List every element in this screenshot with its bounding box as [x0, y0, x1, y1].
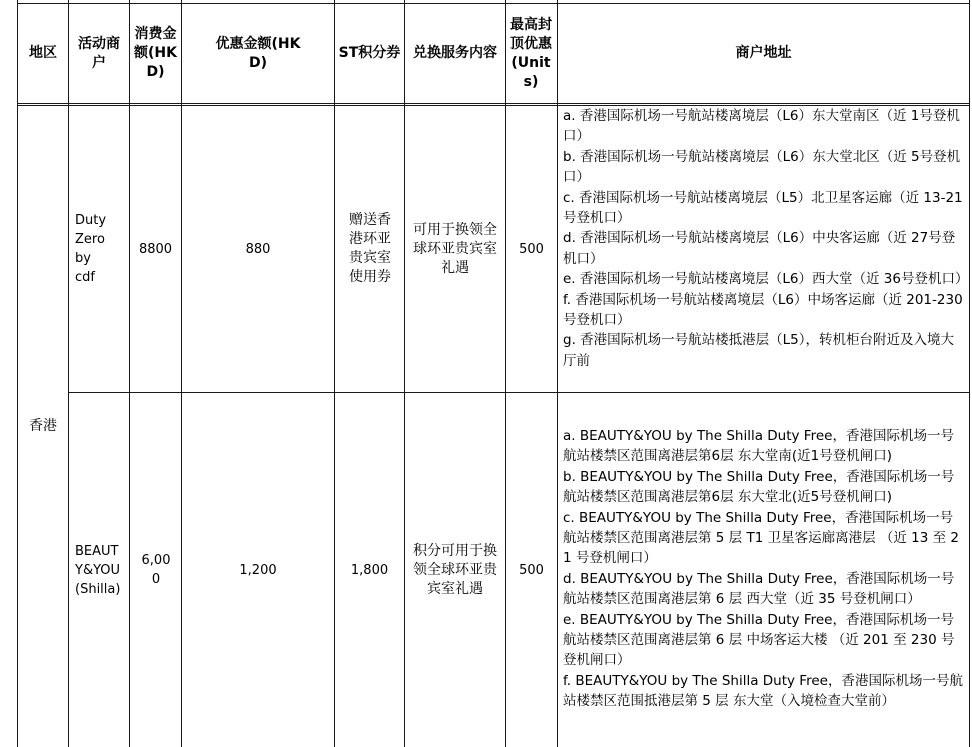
header-address: 商户地址	[735, 45, 792, 61]
header-st-voucher: ST积分券	[338, 45, 401, 61]
address-list	[563, 106, 969, 371]
st-voucher-cell: 赠送香港环亚贵宾室使用券	[349, 212, 391, 285]
region-cell: 香港	[29, 418, 57, 434]
address-item: a. 香港国际机场一号航站楼离境层（L6）东大堂南区（近 1号登机口）	[563, 108, 960, 145]
grid-line	[557, 0, 558, 747]
address-item: e. 香港国际机场一号航站楼离境层（L6）西大堂（近 36号登机口）	[563, 271, 969, 288]
header-service: 兑换服务内容	[413, 45, 497, 61]
address-item: f. 香港国际机场一号航站楼离境层（L6）中场客运廊（近 201-230号登机口）	[563, 291, 963, 329]
address-item: g. 香港国际机场一号航站楼抵港层（L5），转机柜台附近及入境大厅前	[563, 332, 955, 369]
address-item: f. BEAUTY&YOU by The Shilla Duty Free，香港国际机场一号航站楼禁区范围抵港层第 5 层 东大堂（入境检查大堂前）	[563, 672, 963, 710]
service-cell: 可用于换领全球环亚贵宾室礼遇	[413, 221, 497, 276]
max-cap-cell: 500	[519, 562, 544, 578]
header-spend: 消费金额(HKD)	[134, 26, 177, 80]
discount-cell: 1,200	[239, 562, 277, 578]
header-max-cap: 最高封顶优惠(Units)	[510, 16, 552, 90]
spend-cell: 8800	[138, 241, 173, 257]
header-region: 地区	[29, 45, 57, 61]
grid-line	[969, 0, 970, 747]
grid-line	[68, 0, 69, 747]
merchant-name: BEAUTY&YOU (Shilla)	[75, 543, 121, 597]
address-item: e. BEAUTY&YOU by The Shilla Duty Free，香港国际机场一号航站楼禁区范围离港层第 6 层 中场客运大楼 （近 201 至 230 号登机闸口）	[563, 611, 955, 669]
address-item: b. 香港国际机场一号航站楼离境层（L6）东大堂北区（近 5号登机口）	[563, 148, 961, 186]
merchant-cell	[70, 106, 128, 392]
discount-cell: 880	[245, 241, 271, 257]
spend-cell: 6,000	[141, 553, 171, 587]
merchant-cell	[70, 393, 128, 747]
address-item: d. BEAUTY&YOU by The Shilla Duty Free，香港国际机场一号航站楼禁区范围离港层第 6 层 西大堂（近 35 号登机闸口）	[563, 570, 955, 608]
max-cap-cell: 500	[519, 241, 544, 257]
service-cell: 积分可用于换领全球环亚贵宾室礼遇	[413, 542, 497, 597]
address-item: a. BEAUTY&YOU by The Shilla Duty Free，香港国际机场一号航站楼禁区范围离港层第6层 东大堂南(近1号登机闸口)	[563, 428, 954, 465]
address-item: c. BEAUTY&YOU by The Shilla Duty Free，香港国际机场一号航站楼禁区范围离港层第 5 层 T1 卫星客运廊离港层 （近 13 至 21 号登机闸口）	[563, 509, 960, 567]
header-discount: 优惠金额(HKD)	[215, 35, 301, 71]
st-voucher-cell: 1,800	[350, 562, 389, 578]
address-item: b. BEAUTY&YOU by The Shilla Duty Free，香港国际机场一号航站楼禁区范围离港层第6层 东大堂北(近5号登机闸口)	[563, 468, 955, 506]
address-list	[563, 426, 963, 712]
header-merchant: 活动商户	[78, 35, 120, 71]
merchant-name: Duty Zero by cdf	[75, 213, 107, 285]
address-item: c. 香港国际机场一号航站楼离境层（L5）北卫星客运廊（近 13-21号登机口）	[563, 189, 963, 227]
grid-line	[17, 103, 970, 104]
grid-line	[404, 0, 405, 747]
address-item: d. 香港国际机场一号航站楼离境层（L6）中央客运廊（近 27号登机口）	[563, 230, 956, 267]
